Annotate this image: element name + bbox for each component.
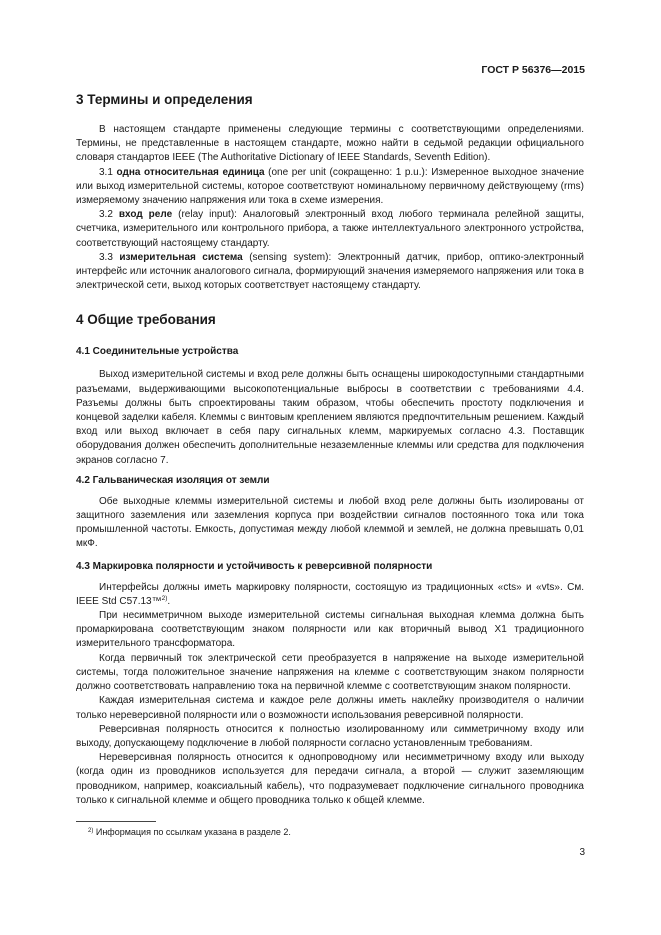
term-3-2: 3.2 вход реле (relay input): Аналоговый электронный вход любого терминала релейной защиты, счетчика, измерительного или контрольного прибора, а также интеллектуального электронного устройства, соответствующий настоящему стандарту. — [76, 209, 584, 249]
section-3-intro: В настоящем стандарте применены следующие термины с соответствующими определениями. Термины, не представленные в настоящем стандарте, можно найти в седьмой редакции официального словаря стандартов IEEE (The Authoritative Dictionary of IEEE Standards, Seventh Edition). — [76, 124, 584, 164]
page-content — [76, 92, 584, 808]
subsection-4-2-heading: 4.2 Гальваническая изоляция от земли — [76, 474, 270, 486]
term-3-1: 3.1 одна относительная единица (one per unit (сокращенно: 1 p.u.): Измеренное выходное значение или выход измерительной системы, которое соответствуют номинальному первичному действующему (rms) измеряемому значению напряжения или тока в схеме измерения. — [76, 166, 585, 207]
term-3-3: 3.3 измерительная система (sensing system): Электронный датчик, прибор, оптико-электронный интерфейс или источник аналогового сигнала, формирующий значения измеряемого напряжения или тока в электрической сети, выход которых соответствует настоящему стандарту. — [76, 251, 585, 292]
section-3-heading: 3 Термины и определения — [76, 92, 253, 107]
subsection-4-3-paragraph-1: Интерфейсы должны иметь маркировку полярности, состоящую из традиционных «cts» и «vts». См. IEEE Std C57.13™$^{2)}$. — [76, 581, 584, 607]
footnote-ref: 2) — [161, 594, 168, 602]
subsection-4-3-paragraph-6: Нереверсивная полярность относится к однопроводному или несимметричному входу или выходу (когда один из проводников используется для передачи сигнала, а второй — служит заземляющим проводником, например, коаксиальный кабель), что подразумевает подключение сигнального проводника только к сигнальной клемме и общего проводника только к общей клемме. — [76, 752, 584, 806]
standard-header: ГОСТ Р 56376—2015 — [481, 64, 585, 76]
section-4-heading: 4 Общие требования — [76, 312, 216, 328]
subsection-4-2-paragraph: Обе выходные клеммы измерительной системы и любой вход реле должны быть изолированы от защитного заземления или заземления корпуса при воздействии сигналов постоянного тока или тока промышленной частоты. Емкость, допустимая между любой клеммой и землей, не должна превышать 0,01 мкФ. — [76, 495, 584, 550]
footnote-divider — [76, 821, 156, 822]
term-3-1-name: одна относительная единица — [116, 166, 265, 178]
page-number: 3 — [579, 847, 585, 858]
footnote-text: Информация по ссылкам указана в разделе 2. — [93, 827, 291, 837]
subsection-4-3-paragraph-4: Каждая измерительная система и каждое реле должны иметь наклейку производителя о наличии только нереверсивной полярности или о возможности использования реверсивной полярности. — [76, 695, 584, 721]
term-3-3-name: измерительная система — [119, 251, 243, 263]
subsection-4-3-paragraph-3: Когда первичный ток электрической сети преобразуется в напряжение на выходе измерительной системы, тогда положительное значение напряжения на клемме с соответствующим знаком полярности должно соответствовать направлению тока на первичной клемме с соответствующим знаком полярности. — [76, 652, 584, 693]
subsection-4-1-paragraph: Выход измерительной системы и вход реле должны быть оснащены широкодоступными стандартными разъемами, выдерживающими высокопотенциальные выбросы в соответствии с требованиями 4.4. Разъемы должны быть спроектированы таким образом, чтобы обеспечить простоту подключения и концевой заделки кабеля. Клеммы с винтовым креплением являются предпочтительным решением. Каждый вход или выход включает в себя пару сигнальных клемм, маркируемых согласно 4.3. Поставщик оборудования должен обеспечить дополнительные незаземленные клеммы или средства для подключения экранов согласно 7. — [76, 369, 584, 466]
footnote — [76, 826, 584, 838]
footnote-marker: 2) — [88, 828, 94, 834]
term-3-2-name: вход реле — [118, 209, 173, 221]
subsection-4-3-paragraph-2: При несимметричном выходе измерительной системы сигнальная выходная клемма должна быть промаркирована соответствующим знаком полярности или как вторичный вывод X1 традиционного измерительного трансформатора. — [76, 610, 584, 650]
subsection-4-1-heading: 4.1 Соединительные устройства — [76, 346, 239, 358]
subsection-4-3-heading: 4.3 Маркировка полярности и устойчивость к реверсивной полярности — [76, 560, 433, 572]
subsection-4-3-paragraph-5: Реверсивная полярность относится к полностью изолированному или симметричному входу или выходу, допускающему подключение в любой полярности согласно установленным требованиям. — [76, 723, 584, 749]
